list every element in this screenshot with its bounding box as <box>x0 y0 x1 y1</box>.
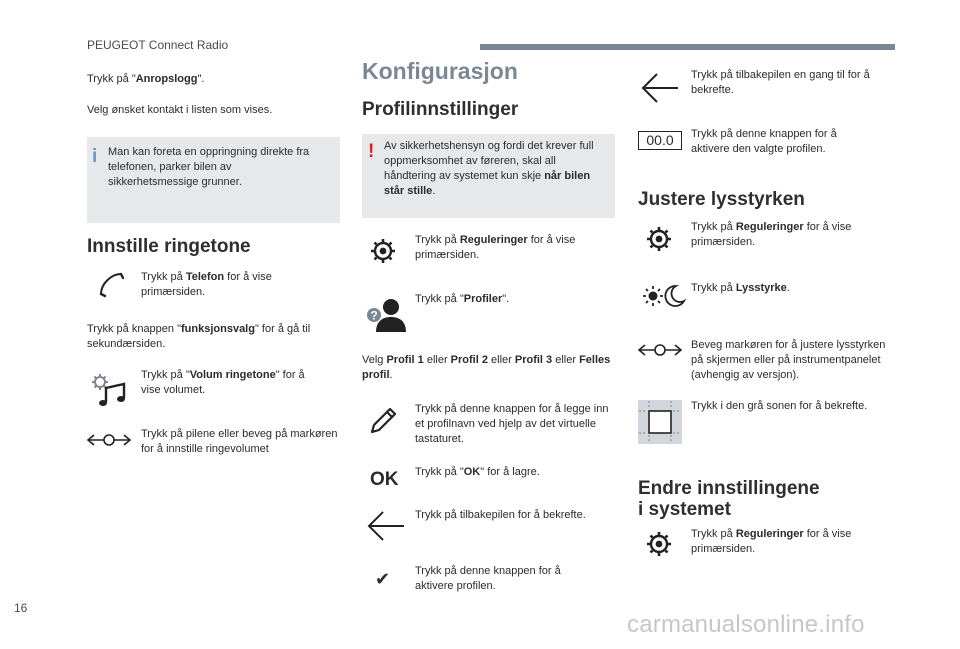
slider-arrows-icon <box>86 430 132 450</box>
profiles-step-1: Trykk på Reguleringer for å vise primærsiden. <box>415 234 576 261</box>
settings-gear-icon <box>645 225 673 253</box>
brightness-step-4: Trykk i den grå sonen for å bekrefte. <box>691 400 868 412</box>
select-profile-text: Velg Profil 1 eller Profil 2 eller Profil 3 eller Felles profil. <box>362 354 611 381</box>
brightness-step-1: Trykk på Reguleringer for å vise primærsiden. <box>691 221 852 248</box>
ok-button-icon: OK <box>370 469 399 490</box>
ringtone-step-1: Trykk på Telefon for å vise primærsiden. <box>141 271 272 298</box>
watermark: carmanualsonline.info <box>627 611 865 638</box>
header-bar <box>480 44 895 50</box>
brightness-step-2: Trykk på Lysstyrke. <box>691 282 790 294</box>
info-notice <box>87 137 340 223</box>
svg-text:?: ? <box>370 308 378 323</box>
warning-icon: ! <box>368 141 375 162</box>
system-step-1: Trykk på Reguleringer for å vise primærsiden. <box>691 528 852 555</box>
brightness-step-3: Beveg markøren for å justere lysstyrken på skjermen eller på instrumentpanelet (avhengig av versjon). <box>691 339 886 381</box>
profiles-step-4: Trykk på "OK" for å lagre. <box>415 466 540 478</box>
warning-notice <box>362 134 615 218</box>
heading-system-settings: Endre innstillingene i systemet <box>638 478 820 520</box>
anropslogg-text: Trykk på "Anropslogg". <box>87 73 205 85</box>
brightness-sun-moon-icon <box>642 283 686 309</box>
back-arrow-icon <box>366 510 406 542</box>
settings-gear-icon <box>645 530 673 558</box>
grey-zone-icon <box>638 400 682 444</box>
checkmark-icon: ✔ <box>375 569 391 589</box>
profile-user-icon <box>366 298 406 332</box>
profiles-step-6: Trykk på denne knappen for å aktivere profilen. <box>415 565 561 592</box>
page-title: Konfigurasjon <box>362 58 518 84</box>
ringtone-volume-icon <box>90 372 128 408</box>
profiles-step-3: Trykk på denne knappen for å legge inn et profilnavn ved hjelp av det virtuelle tastaturet. <box>415 403 609 445</box>
select-contact-text: Velg ønsket kontakt i listen som vises. <box>87 104 273 116</box>
info-notice-text: Man kan foreta en oppringning direkte fra telefonen, parker bilen av sikkerhetsmessige grunner. <box>108 146 310 188</box>
activate-profile-step: Trykk på denne knappen for å aktivere den valgte profilen. <box>691 128 837 155</box>
profiles-step-5: Trykk på tilbakepilen for å bekrefte. <box>415 509 586 521</box>
warning-notice-text: Av sikkerhetshensyn og fordi det krever full oppmerksomhet av føreren, skal all håndtering av systemet kun skje når bilen står stille. <box>384 140 594 197</box>
profile-value-button: 00.0 <box>638 131 682 150</box>
heading-ringtone: Innstille ringetone <box>87 236 251 257</box>
ringtone-step-2: Trykk på "Volum ringetone" for å vise volumet. <box>141 369 305 396</box>
heading-profiles: Profilinnstillinger <box>362 99 519 120</box>
page-number: 16 <box>14 601 28 615</box>
pencil-icon <box>368 404 400 436</box>
ringtone-step-3: Trykk på pilene eller beveg på markøren for å innstille ringevolumet <box>141 428 338 455</box>
back-arrow-icon <box>640 72 680 104</box>
settings-gear-icon <box>369 237 397 265</box>
profiles-step-2: Trykk på "Profiler". <box>415 293 510 305</box>
running-header: PEUGEOT Connect Radio <box>87 38 229 52</box>
heading-brightness: Justere lysstyrken <box>638 189 805 210</box>
slider-arrows-icon <box>637 340 683 360</box>
options-button-text: Trykk på knappen "funksjonsvalg" for å gå til sekundærsiden. <box>87 323 311 350</box>
info-icon: i <box>92 146 98 167</box>
brightness-back-step: Trykk på tilbakepilen en gang til for å bekrefte. <box>691 69 870 96</box>
phone-icon <box>97 270 125 298</box>
